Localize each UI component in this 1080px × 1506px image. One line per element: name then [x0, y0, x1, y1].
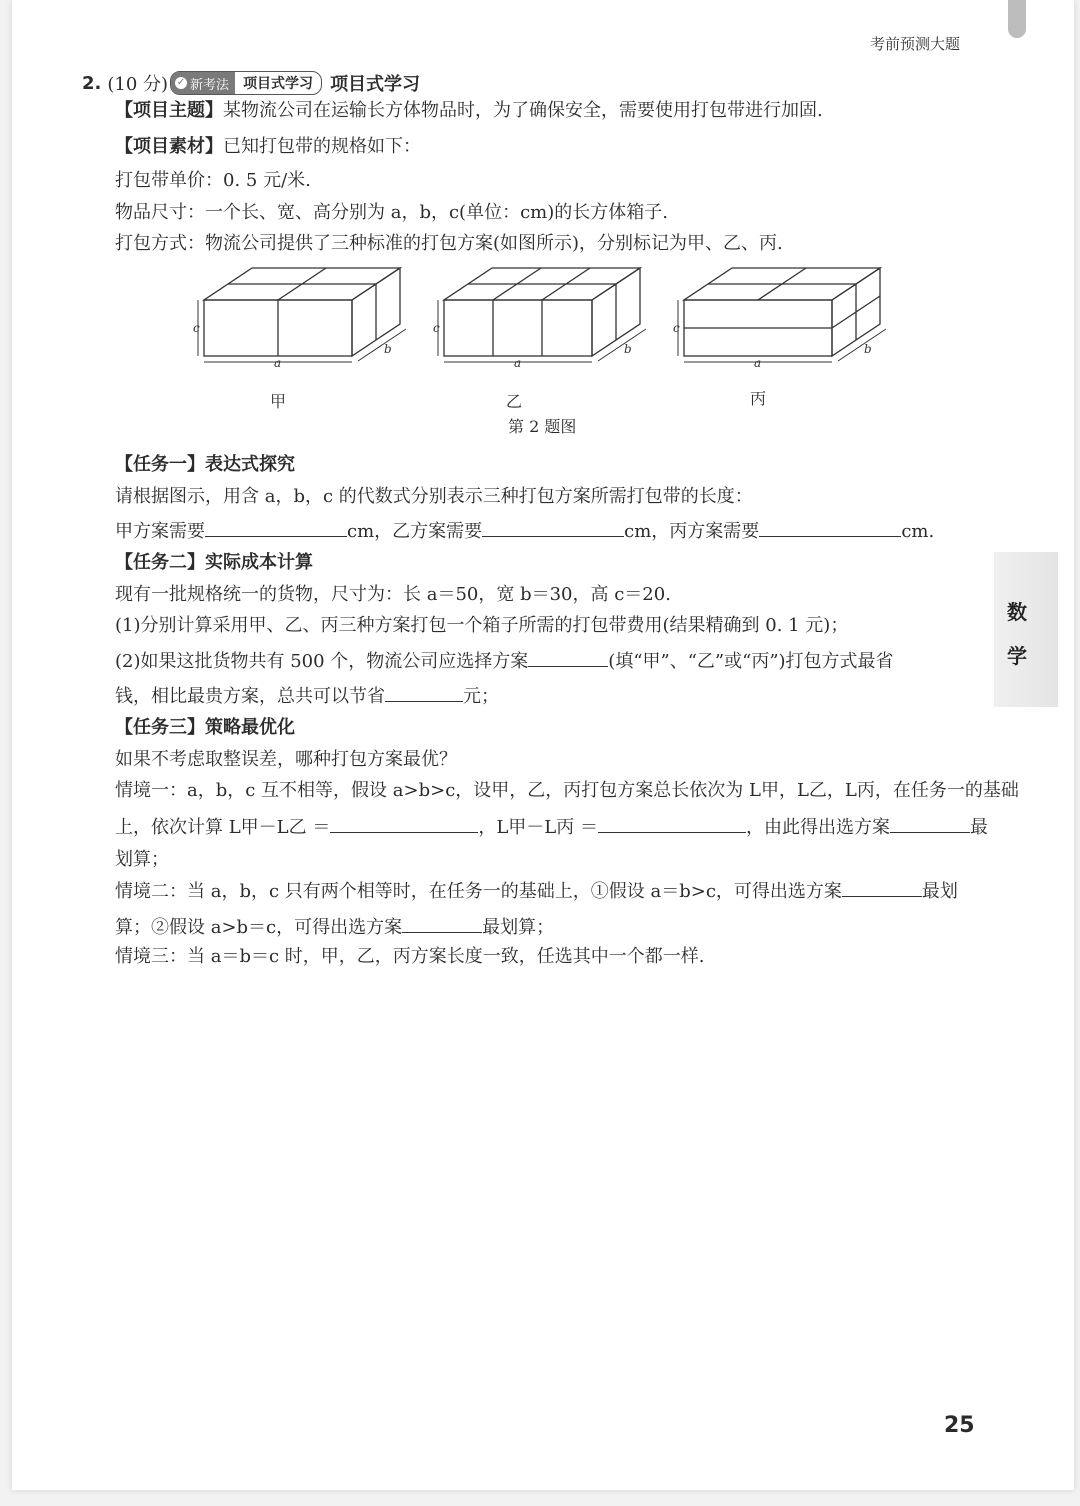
document-page	[12, 0, 1074, 1490]
question-badge	[170, 71, 322, 95]
scenario3-line: 情境三：当 a＝b＝c 时，甲，乙，丙方案长度一致，任选其中一个都一样.	[115, 946, 705, 967]
question-title: 项目式学习	[330, 74, 421, 95]
figure-caption: 第 2 题图	[508, 417, 577, 436]
task2-text: 现有一批规格统一的货物，尺寸为：长 a＝50，宽 b＝30，高 c＝20.	[115, 584, 671, 605]
dim-c-label: c	[673, 321, 680, 335]
question-score: (10 分)	[107, 74, 169, 95]
answer-blank-jia[interactable]	[205, 518, 347, 537]
scrollbar-thumb[interactable]	[1008, 0, 1026, 38]
scenario1-line1: 情境一：a，b，c 互不相等，假设 a>b>c，设甲，乙，丙打包方案总长依次为 L甲，L乙，L丙，在任务一的基础	[115, 780, 1019, 801]
task2-q2-line2: 钱，相比最贵方案，总共可以节省 元；	[115, 683, 499, 708]
size-line: 物品尺寸：一个长、宽、高分别为 a，b，c(单位：cm)的长方体箱子.	[115, 202, 668, 223]
scenario1-line2: 上，依次计算 L甲－L乙 ＝ ，L甲－L丙 ＝ ，由此得出选方案 最	[115, 814, 988, 839]
dim-c-label: c	[433, 321, 440, 335]
task1-heading: 【任务一】表达式探究	[115, 454, 295, 475]
scenario2-line2: 算；②假设 a>b＝c，可得出选方案 最划算；	[115, 914, 554, 939]
badge-project: 项目式学习	[243, 76, 314, 92]
dim-b-label: b	[384, 342, 392, 356]
side-tab-char-1: 数	[1007, 600, 1027, 624]
task2-q2-line1: (2)如果这批货物共有 500 个，物流公司应选择方案 (填“甲”、“乙”或“丙”)打包方式最省	[115, 648, 894, 673]
answer-blank-yi[interactable]	[482, 518, 624, 537]
dim-a-label: a	[274, 356, 282, 370]
question-header	[82, 70, 420, 96]
answer-blank-scenario1[interactable]	[890, 814, 970, 833]
check-icon: ✓	[176, 77, 186, 88]
answer-blank-scenario2a[interactable]	[842, 878, 922, 897]
price-line: 打包带单价：0. 5 元/米.	[115, 170, 311, 191]
page-number: 25	[944, 1413, 975, 1438]
dim-b-label: b	[864, 342, 872, 356]
box-figure-yi	[422, 265, 662, 375]
task2-heading: 【任务二】实际成本计算	[115, 552, 313, 573]
figure-label-yi: 乙	[506, 392, 523, 411]
dim-b-label: b	[624, 342, 632, 356]
task3-text: 如果不考虑取整误差，哪种打包方案最优？	[115, 749, 457, 770]
figure-label-jia: 甲	[270, 392, 287, 411]
running-head: 考前预测大题	[870, 35, 961, 53]
task3-heading: 【任务三】策略最优化	[115, 717, 295, 738]
theme-line: 【项目主题】某物流公司在运输长方体物品时，为了确保安全，需要使用打包带进行加固.	[115, 100, 823, 121]
side-tab-char-2: 学	[1007, 644, 1027, 668]
task1-answers: 甲方案需要 cm，乙方案需要 cm，丙方案需要 cm.	[115, 518, 934, 543]
badge-new-method: 新考法	[190, 77, 230, 93]
answer-blank-diff2[interactable]	[598, 814, 746, 833]
answer-blank-scenario2b[interactable]	[402, 914, 482, 933]
material-line: 【项目素材】已知打包带的规格如下：	[115, 136, 421, 157]
answer-blank-bing[interactable]	[759, 518, 901, 537]
figure-label-bing: 丙	[750, 389, 767, 408]
dim-a-label: a	[754, 356, 762, 370]
scenario2-line1: 情境二：当 a，b，c 只有两个相等时，在任务一的基础上，①假设 a＝b>c，可得出选方案 最划	[115, 878, 958, 903]
dim-c-label: c	[193, 321, 200, 335]
box-figure-bing	[662, 265, 902, 375]
method-line: 打包方式：物流公司提供了三种标准的打包方案(如图所示)，分别标记为甲、乙、丙.	[115, 233, 783, 254]
answer-blank-diff1[interactable]	[330, 814, 478, 833]
task2-q1: (1)分别计算采用甲、乙、丙三种方案打包一个箱子所需的打包带费用(结果精确到 0. 1 元)；	[115, 615, 849, 636]
subject-side-tab	[994, 552, 1058, 707]
box-figure-jia	[182, 265, 422, 375]
answer-blank-savings[interactable]	[385, 683, 463, 702]
answer-blank-plan[interactable]	[528, 648, 608, 667]
question-number: 2.	[82, 72, 102, 94]
dim-a-label: a	[514, 356, 522, 370]
scenario1-line3: 划算；	[115, 849, 169, 870]
task1-text: 请根据图示，用含 a，b，c 的代数式分别表示三种打包方案所需打包带的长度：	[115, 486, 753, 507]
